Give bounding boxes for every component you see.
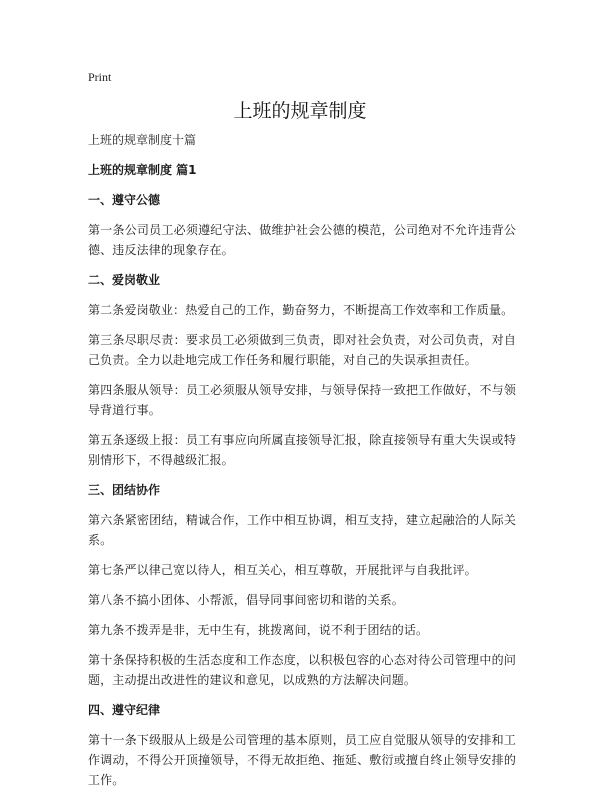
document-title: 上班的规章制度 bbox=[233, 100, 367, 122]
section-heading-4: 四、遵守纪律 bbox=[88, 703, 161, 717]
document-subtitle: 上班的规章制度十篇 bbox=[88, 133, 197, 147]
paragraph: 第十条保持积极的生活态度和工作态度，以积极包容的心态对待公司管理中的问题，主动提出改进性的建议和意见，以成熟的方法解决问题。 bbox=[88, 653, 516, 687]
paragraph: 第二条爱岗敬业：热爱自己的工作，勤奋努力，不断提高工作效率和工作质量。 bbox=[88, 303, 514, 317]
document-body bbox=[88, 130, 516, 800]
section-heading-3: 三、团结协作 bbox=[88, 483, 161, 497]
paragraph: 第一条公司员工必须遵纪守法、做维护社会公德的模范，公司绝对不允许违背公德、违反法律的现象存在。 bbox=[88, 223, 516, 257]
section-heading-1: 一、遵守公德 bbox=[88, 193, 161, 207]
paragraph: 第五条逐级上报：员工有事应向所属直接领导汇报，除直接领导有重大失误或特别情形下，不得越级汇报。 bbox=[88, 433, 516, 467]
paragraph: 第九条不拨弄是非，无中生有，挑拨离间，说不利于团结的话。 bbox=[88, 623, 429, 637]
paragraph: 第六条紧密团结，精诚合作，工作中相互协调，相互支持，建立起融洽的人际关系。 bbox=[88, 513, 516, 547]
paragraph: 第四条服从领导：员工必须服从领导安排，与领导保持一致把工作做好，不与领导背道行事。 bbox=[88, 383, 516, 417]
paragraph: 第八条不搞小团体、小帮派，倡导同事间密切和谐的关系。 bbox=[88, 593, 404, 607]
print-label: Print bbox=[88, 70, 112, 84]
paragraph: 第十一条下级服从上级是公司管理的基本原则，员工应自觉服从领导的安排和工作调动，不得公开顶撞领导，不得无故拒绝、拖延、敷衍或擅自终止领导安排的工作。 bbox=[88, 733, 516, 787]
article-title: 上班的规章制度 篇1 bbox=[88, 163, 197, 177]
section-heading-2: 二、爱岗敬业 bbox=[88, 273, 161, 287]
paragraph: 第三条尽职尽责：要求员工必须做到三负责，即对社会负责，对公司负责，对自己负责。全力以赴地完成工作任务和履行职能，对自己的失误承担责任。 bbox=[88, 333, 516, 367]
paragraph: 第七条严以律己宽以待人，相互关心，相互尊敬，开展批评与自我批评。 bbox=[88, 563, 477, 577]
